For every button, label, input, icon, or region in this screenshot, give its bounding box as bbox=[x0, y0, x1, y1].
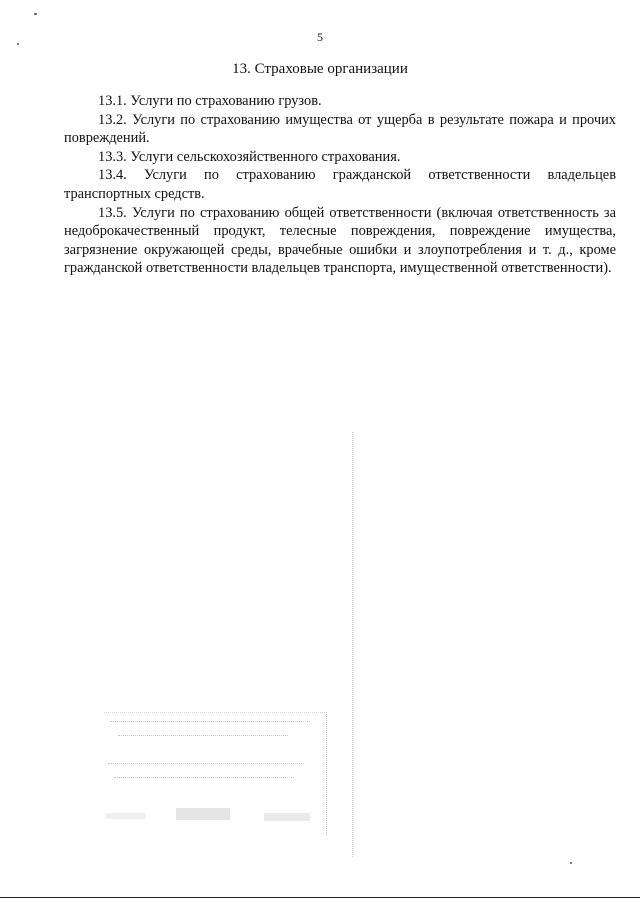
list-item-13-5: 13.5. Услуги по страхованию общей ответственности (включая ответственность за недоброкачественный продукт, телесные повреждения, повреждение имущества, загрязнение окружающей среды, врачебные ошибки и злоупотребления и т. д., кроме гражданской ответственности владельцев транспорта, имущественной ответственности). bbox=[64, 204, 616, 277]
section-title: 13. Страховые организации bbox=[232, 61, 408, 77]
list-item-13-1: 13.1. Услуги по страхованию грузов. bbox=[98, 93, 322, 109]
stamp-blot bbox=[264, 813, 310, 821]
scan-fold-line bbox=[352, 432, 353, 857]
stamp-line bbox=[118, 735, 288, 736]
list-item-13-3: 13.3. Услуги сельскохозяйственного страхования. bbox=[98, 148, 401, 165]
stamp-blot bbox=[176, 808, 230, 820]
page-bottom-edge bbox=[0, 897, 640, 898]
scan-speck bbox=[570, 862, 572, 864]
stamp-blot bbox=[106, 813, 146, 819]
list-item-13-2: 13.2. Услуги по страхованию имущества от ущерба в результате пожара и прочих повреждений. bbox=[64, 111, 616, 147]
scan-speck bbox=[34, 13, 37, 15]
list-item-13-4: 13.4. Услуги по страхованию гражданской ответственности владельцев транспортных средств. bbox=[64, 167, 616, 202]
page-number: 5 bbox=[317, 30, 323, 44]
stamp-line bbox=[114, 777, 294, 778]
stamp-line bbox=[110, 721, 310, 722]
faded-stamp bbox=[104, 712, 327, 835]
stamp-line bbox=[108, 763, 304, 764]
section-body bbox=[64, 92, 616, 278]
